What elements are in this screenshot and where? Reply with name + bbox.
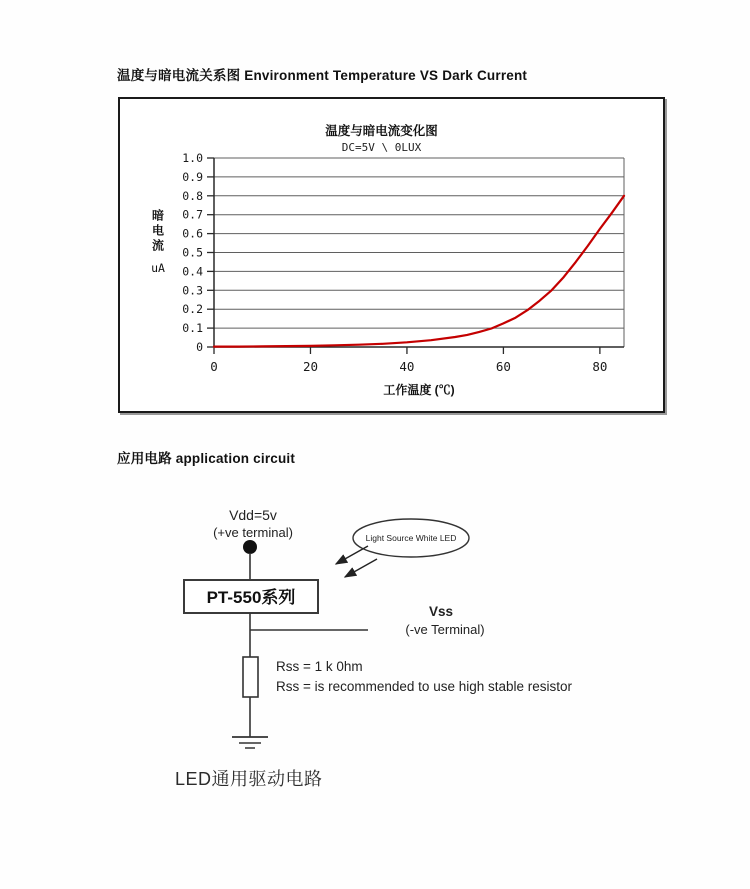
x-tick-label: 0 <box>210 359 218 374</box>
y-axis-label-cn: 暗电流 <box>150 209 165 254</box>
vss-label: Vss <box>428 604 454 619</box>
y-tick-label: 1.0 <box>182 151 203 166</box>
dark-current-plot <box>120 99 663 411</box>
y-tick-label: 0.3 <box>182 283 203 298</box>
application-circuit-diagram <box>0 490 660 780</box>
y-tick-label: 0.1 <box>182 321 203 336</box>
y-tick-label: 0.7 <box>182 207 203 222</box>
ground-symbol <box>232 737 268 748</box>
rss-resistor <box>243 657 258 697</box>
chart-subtitle: DC=5V \ 0LUX <box>341 141 422 154</box>
light-arrow-2 <box>345 559 377 577</box>
vss-terminal-label: (-ve Terminal) <box>405 622 485 637</box>
section-title-application-circuit: 应用电路 application circuit <box>117 451 296 466</box>
vdd-terminal-label: (+ve terminal) <box>213 525 293 540</box>
x-tick-label: 80 <box>592 359 608 374</box>
x-tick-label: 40 <box>399 359 415 374</box>
y-tick-label: 0 <box>196 340 203 355</box>
y-axis-unit: uA <box>151 261 165 275</box>
y-tick-label: 0.9 <box>182 169 203 184</box>
vdd-label: Vdd=5v <box>229 507 277 523</box>
y-tick-label: 0.4 <box>182 264 203 279</box>
x-axis-label: 工作温度 (℃) <box>383 383 455 397</box>
y-tick-label: 0.5 <box>182 245 203 260</box>
light-arrow-1 <box>336 546 368 564</box>
section-title-dark-current: 温度与暗电流关系图 Environment Temperature VS Dark Current <box>117 68 528 83</box>
circuit-caption: LED通用驱动电路 <box>175 769 323 789</box>
x-tick-label: 60 <box>495 359 511 374</box>
rss-note-label: Rss = is recommended to use high stable resistor <box>276 679 573 694</box>
y-tick-label: 0.6 <box>182 226 203 241</box>
chart-title: 温度与暗电流变化图 <box>325 124 438 138</box>
y-tick-label: 0.2 <box>182 302 203 317</box>
vdd-terminal-dot <box>243 540 257 554</box>
y-tick-label: 0.8 <box>182 188 203 203</box>
chart-frame <box>118 97 665 413</box>
x-tick-label: 20 <box>302 359 319 374</box>
pt550-box-label: PT-550系列 <box>206 588 296 607</box>
light-source-label: Light Source White LED <box>365 533 457 543</box>
rss-value-label: Rss = 1 k 0hm <box>276 659 363 674</box>
